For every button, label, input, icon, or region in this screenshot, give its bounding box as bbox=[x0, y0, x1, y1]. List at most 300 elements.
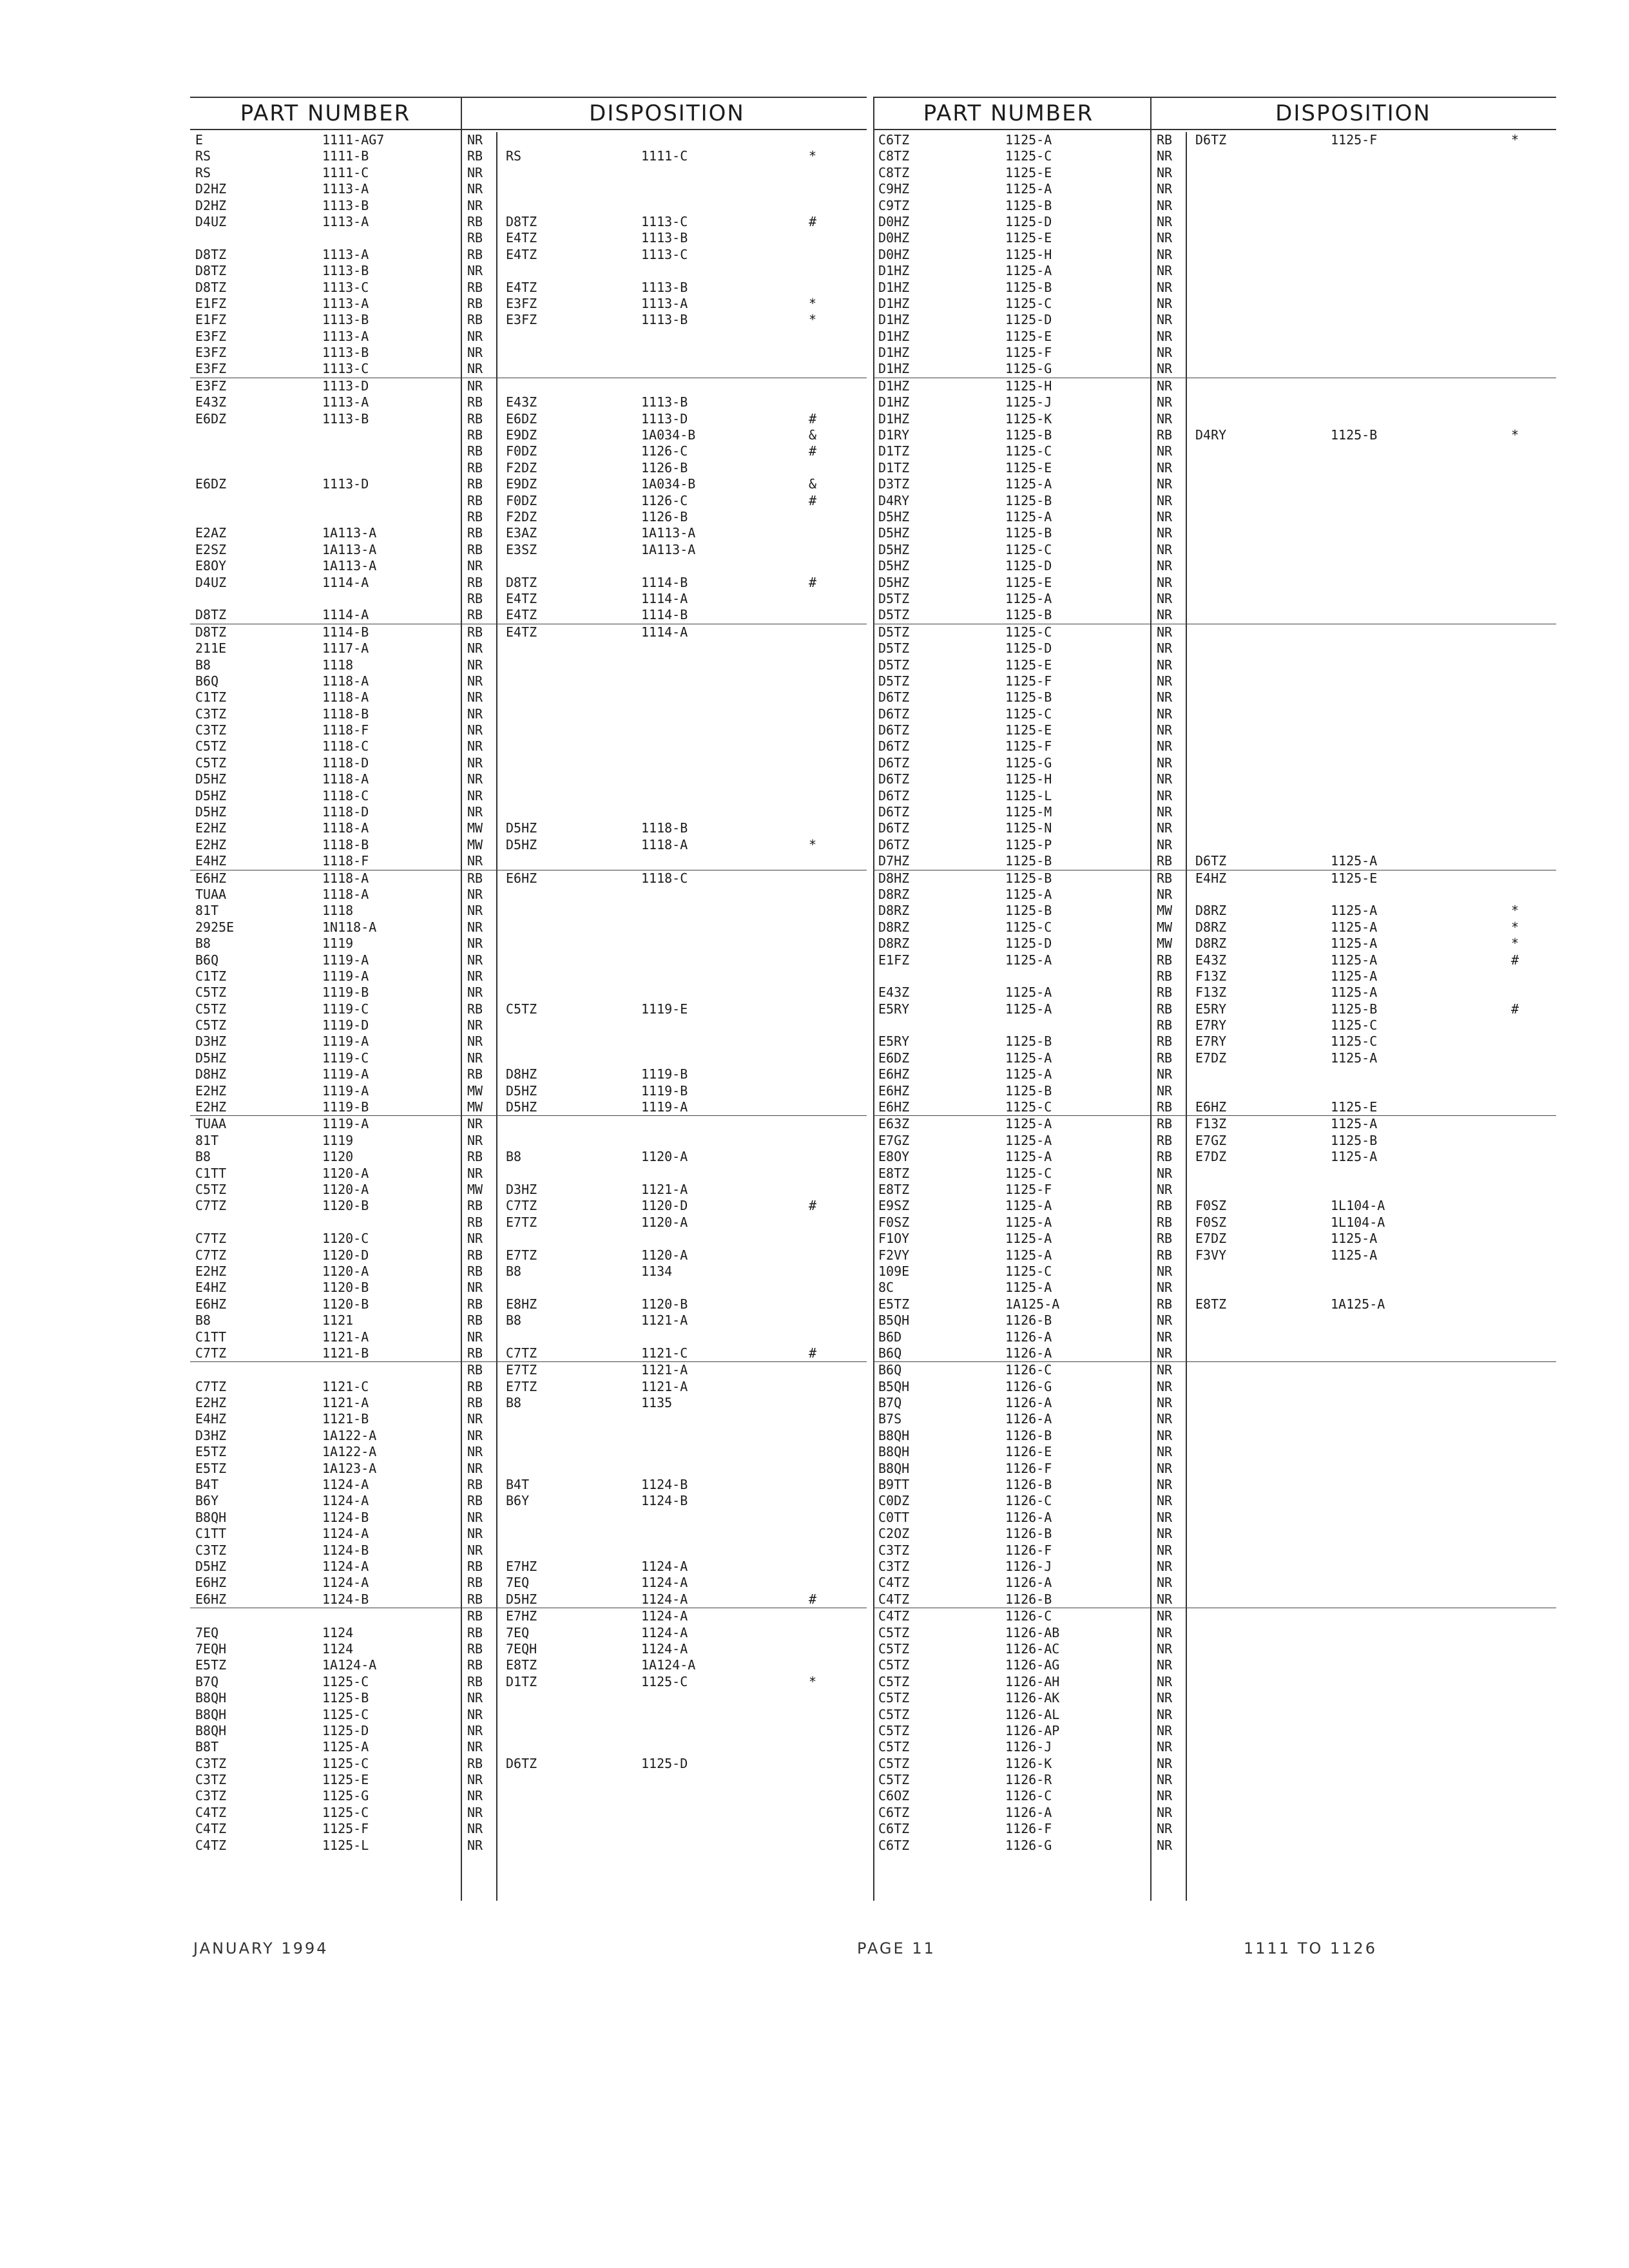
disposition-code: NR bbox=[1157, 279, 1173, 295]
replacement-suffix: 1125-A bbox=[1331, 968, 1378, 984]
table-row bbox=[873, 1477, 1556, 1493]
replacement-part: B8 bbox=[506, 1263, 522, 1279]
disposition-code: NR bbox=[1157, 1395, 1173, 1411]
disposition-code: RB bbox=[467, 590, 483, 606]
disposition-code: NR bbox=[1157, 1575, 1173, 1591]
part-number: E1FZ bbox=[878, 952, 910, 968]
part-number: 81T bbox=[195, 1132, 219, 1148]
disposition-code: NR bbox=[1157, 1427, 1173, 1443]
disposition-code: RB bbox=[1157, 1149, 1173, 1165]
part-number: C7TZ bbox=[195, 1345, 227, 1361]
part-number: D5TZ bbox=[878, 590, 910, 606]
replacement-part: C7TZ bbox=[506, 1345, 537, 1361]
part-number: D1TZ bbox=[878, 443, 910, 459]
part-number: D1HZ bbox=[878, 361, 910, 377]
part-suffix: 1126-A bbox=[1005, 1329, 1052, 1345]
right-table bbox=[873, 97, 1556, 1901]
part-suffix: 1126-A bbox=[1005, 1575, 1052, 1591]
part-suffix: 1126-B bbox=[1005, 1312, 1052, 1329]
table-row bbox=[873, 903, 1556, 919]
replacement-part: E7RY bbox=[1195, 1017, 1227, 1033]
disposition-code: RB bbox=[467, 574, 483, 590]
table-row bbox=[873, 706, 1556, 722]
part-suffix: 1A123-A bbox=[322, 1460, 377, 1476]
part-number: B8 bbox=[195, 936, 211, 952]
replacement-suffix: 1124-A bbox=[641, 1624, 688, 1640]
table-row bbox=[190, 1838, 867, 1854]
part-suffix: 1121-A bbox=[322, 1395, 369, 1411]
part-number: C6TZ bbox=[878, 1821, 910, 1837]
part-number: C5TZ bbox=[195, 738, 227, 754]
part-number: C5TZ bbox=[195, 1001, 227, 1017]
part-number: B6Q bbox=[195, 952, 219, 968]
replacement-part: 7EQ bbox=[506, 1575, 530, 1591]
replacement-suffix: 1114-A bbox=[641, 590, 688, 606]
part-suffix: 1125-B bbox=[1005, 1033, 1052, 1050]
part-number: C4TZ bbox=[878, 1575, 910, 1591]
part-number: C3TZ bbox=[195, 706, 227, 722]
disposition-code: RB bbox=[467, 295, 483, 311]
table-row bbox=[873, 624, 1556, 640]
part-suffix: 1125-A bbox=[1005, 132, 1052, 148]
table-row bbox=[190, 1083, 867, 1099]
table-row bbox=[190, 1182, 867, 1198]
replacement-part: E4TZ bbox=[506, 279, 537, 295]
replacement-suffix: 1125-A bbox=[1331, 1116, 1378, 1132]
replacement-suffix: 1118-A bbox=[641, 836, 688, 852]
disposition-code: RB bbox=[467, 1591, 483, 1607]
part-suffix: 1118-D bbox=[322, 754, 369, 771]
part-suffix: 1121-A bbox=[322, 1329, 369, 1345]
replacement-part: E4TZ bbox=[506, 607, 537, 623]
table-row bbox=[873, 1542, 1556, 1559]
table-row bbox=[190, 1788, 867, 1804]
part-suffix: 1125-F bbox=[1005, 1182, 1052, 1197]
disposition-code: NR bbox=[1157, 246, 1173, 262]
table-row bbox=[190, 280, 867, 296]
replacement-suffix: 1120-A bbox=[641, 1214, 688, 1230]
part-number: E2HZ bbox=[195, 1395, 227, 1411]
table-row bbox=[873, 1296, 1556, 1312]
part-number: D5TZ bbox=[878, 624, 910, 640]
table-row bbox=[190, 1690, 867, 1706]
table-row bbox=[190, 1066, 867, 1082]
part-suffix: 1126-A bbox=[1005, 1804, 1052, 1820]
part-number: 8C bbox=[878, 1280, 894, 1296]
disposition-code: RB bbox=[467, 1477, 483, 1493]
part-suffix: 1125-B bbox=[1005, 197, 1052, 213]
part-number: C3TZ bbox=[195, 1772, 227, 1788]
table-row bbox=[190, 1017, 867, 1033]
replacement-part: D6TZ bbox=[1195, 132, 1227, 148]
part-number: C7TZ bbox=[195, 1247, 227, 1263]
replacement-part: E4TZ bbox=[506, 590, 537, 606]
disposition-code: NR bbox=[1157, 213, 1173, 229]
table-row bbox=[190, 919, 867, 936]
replacement-suffix: 1125-A bbox=[1331, 985, 1378, 1001]
replacement-part: E3FZ bbox=[506, 312, 537, 328]
replacement-suffix: 1134 bbox=[641, 1263, 673, 1279]
replacement-suffix: 1114-A bbox=[641, 624, 688, 640]
table-row bbox=[873, 296, 1556, 312]
part-suffix: 1125-A bbox=[1005, 1001, 1052, 1017]
note-flag: # bbox=[809, 443, 817, 459]
note-flag: * bbox=[809, 836, 817, 852]
disposition-code: NR bbox=[467, 1132, 483, 1148]
part-number: TUAA bbox=[195, 1116, 227, 1132]
part-number: C3TZ bbox=[195, 722, 227, 738]
part-number: E bbox=[195, 132, 204, 148]
part-suffix: 1118-C bbox=[322, 738, 369, 754]
replacement-suffix: 1120-D bbox=[641, 1198, 688, 1214]
part-suffix: 1126-J bbox=[1005, 1739, 1052, 1755]
table-row bbox=[873, 1115, 1556, 1132]
table-row bbox=[873, 1312, 1556, 1329]
disposition-code: NR bbox=[1157, 836, 1173, 852]
part-number: B7S bbox=[878, 1411, 902, 1427]
part-number: E2HZ bbox=[195, 1099, 227, 1115]
part-number: E3FZ bbox=[195, 328, 227, 344]
part-suffix: 1119-C bbox=[322, 1001, 369, 1017]
part-suffix: 1125-A bbox=[1005, 952, 1052, 968]
part-suffix: 1125-B bbox=[1005, 689, 1052, 706]
disposition-code: NR bbox=[1157, 378, 1173, 394]
disposition-code: NR bbox=[1157, 148, 1173, 164]
part-suffix: 1113-B bbox=[322, 410, 369, 427]
replacement-suffix: 1121-A bbox=[641, 1182, 688, 1197]
part-number: B8 bbox=[195, 657, 211, 673]
part-number: D8HZ bbox=[195, 1066, 227, 1082]
table-row bbox=[873, 1641, 1556, 1657]
replacement-suffix: 1113-B bbox=[641, 394, 688, 410]
part-suffix: 1125-H bbox=[1005, 771, 1052, 787]
disposition-code: NR bbox=[467, 738, 483, 754]
table-row bbox=[190, 820, 867, 836]
part-suffix: 1125-K bbox=[1005, 410, 1052, 427]
table-row bbox=[190, 1772, 867, 1788]
part-suffix: 1125-A bbox=[1005, 181, 1052, 197]
replacement-suffix: 1126-C bbox=[641, 492, 688, 508]
part-suffix: 1126-B bbox=[1005, 1591, 1052, 1607]
part-number: C5TZ bbox=[195, 1182, 227, 1197]
disposition-code: NR bbox=[1157, 1477, 1173, 1493]
table-row bbox=[190, 329, 867, 345]
disposition-code: NR bbox=[467, 1444, 483, 1460]
replacement-suffix: 1118-B bbox=[641, 820, 688, 836]
part-number: D1HZ bbox=[878, 345, 910, 361]
part-number: C1TT bbox=[195, 1329, 227, 1345]
disposition-code: RB bbox=[1157, 1033, 1173, 1050]
replacement-suffix: 1113-B bbox=[641, 230, 688, 246]
disposition-code: RB bbox=[1157, 1017, 1173, 1033]
part-number: D5TZ bbox=[878, 673, 910, 689]
replacement-suffix: 1113-A bbox=[641, 295, 688, 311]
right-header bbox=[873, 97, 1556, 130]
table-row bbox=[873, 1674, 1556, 1690]
part-suffix: 1125-E bbox=[1005, 164, 1052, 180]
part-suffix: 1113-B bbox=[322, 312, 369, 328]
table-row bbox=[190, 673, 867, 689]
part-number: D4UZ bbox=[195, 574, 227, 590]
part-number: C3TZ bbox=[195, 1755, 227, 1771]
disposition-code: RB bbox=[467, 870, 483, 886]
part-number: E2HZ bbox=[195, 1082, 227, 1099]
note-flag: * bbox=[809, 295, 817, 311]
table-row bbox=[873, 411, 1556, 427]
replacement-part: E5RY bbox=[1195, 1001, 1227, 1017]
table-row bbox=[873, 1772, 1556, 1788]
part-suffix: 1125-A bbox=[1005, 1066, 1052, 1082]
table-row bbox=[873, 1280, 1556, 1296]
part-suffix: 1125-D bbox=[1005, 640, 1052, 657]
part-number: C5TZ bbox=[878, 1739, 910, 1755]
disposition-code: NR bbox=[1157, 328, 1173, 344]
part-suffix: 1126-J bbox=[1005, 1558, 1052, 1574]
disposition-code: MW bbox=[1157, 903, 1173, 919]
table-row bbox=[873, 1099, 1556, 1115]
part-suffix: 1119-A bbox=[322, 1066, 369, 1082]
part-number: C8TZ bbox=[878, 164, 910, 180]
part-suffix: 1118-A bbox=[322, 689, 369, 706]
disposition-code: NR bbox=[1157, 295, 1173, 311]
disposition-code: RB bbox=[1157, 1214, 1173, 1230]
table-row bbox=[190, 493, 867, 509]
part-suffix: 1126-F bbox=[1005, 1542, 1052, 1558]
part-number: C2OZ bbox=[878, 1526, 910, 1542]
part-suffix: 1124-A bbox=[322, 1575, 369, 1591]
part-number: E7GZ bbox=[878, 1132, 910, 1148]
part-suffix: 1125-E bbox=[1005, 657, 1052, 673]
part-suffix: 1120 bbox=[322, 1149, 354, 1165]
table-row bbox=[190, 181, 867, 197]
replacement-part: E7TZ bbox=[506, 1247, 537, 1263]
disposition-code: NR bbox=[1157, 1329, 1173, 1345]
part-number: E43Z bbox=[195, 394, 227, 410]
replacement-part: B6Y bbox=[506, 1493, 530, 1509]
part-suffix: 1120-A bbox=[322, 1165, 369, 1181]
part-number: B6Q bbox=[878, 1345, 902, 1361]
table-row bbox=[873, 1838, 1556, 1854]
part-number: D0HZ bbox=[878, 246, 910, 262]
part-suffix: 1118-A bbox=[322, 771, 369, 787]
table-row bbox=[190, 936, 867, 952]
table-row bbox=[190, 148, 867, 164]
note-flag: # bbox=[809, 410, 817, 427]
replacement-part: E7TZ bbox=[506, 1214, 537, 1230]
disposition-code: NR bbox=[1157, 1082, 1173, 1099]
disposition-code: NR bbox=[1157, 738, 1173, 754]
replacement-suffix: 1121-A bbox=[641, 1312, 688, 1329]
part-suffix: 1125-E bbox=[1005, 459, 1052, 476]
replacement-suffix: 1120-A bbox=[641, 1149, 688, 1165]
table-row bbox=[873, 198, 1556, 214]
disposition-code: RB bbox=[1157, 985, 1173, 1001]
part-number-header: PART NUMBER bbox=[923, 101, 1094, 126]
table-row bbox=[190, 689, 867, 706]
disposition-code: NR bbox=[467, 936, 483, 952]
part-suffix: 1113-A bbox=[322, 181, 369, 197]
table-row bbox=[873, 673, 1556, 689]
replacement-part: F13Z bbox=[1195, 968, 1227, 984]
part-number: D5HZ bbox=[195, 1558, 227, 1574]
table-row bbox=[190, 771, 867, 787]
replacement-suffix: 1124-B bbox=[641, 1493, 688, 1509]
part-suffix: 1N118-A bbox=[322, 919, 377, 935]
note-flag: * bbox=[1511, 427, 1519, 443]
disposition-code: NR bbox=[467, 804, 483, 820]
part-number: E2HZ bbox=[195, 820, 227, 836]
disposition-code: NR bbox=[467, 378, 483, 394]
disposition-code: NR bbox=[467, 1165, 483, 1181]
part-number: D0HZ bbox=[878, 230, 910, 246]
replacement-part: E3FZ bbox=[506, 295, 537, 311]
replacement-suffix: 1119-A bbox=[641, 1099, 688, 1115]
part-suffix: 1111-B bbox=[322, 148, 369, 164]
part-number: E2SZ bbox=[195, 541, 227, 557]
part-number: E6DZ bbox=[195, 410, 227, 427]
part-number: C0TT bbox=[878, 1509, 910, 1525]
part-suffix: 1113-A bbox=[322, 394, 369, 410]
part-number: E8OY bbox=[878, 1149, 910, 1165]
part-suffix: 1126-AP bbox=[1005, 1722, 1060, 1738]
part-number: 7EQ bbox=[195, 1624, 219, 1640]
replacement-suffix: 1A124-A bbox=[641, 1657, 696, 1673]
disposition-code: NR bbox=[467, 1739, 483, 1755]
disposition-code: NR bbox=[1157, 1460, 1173, 1476]
disposition-code: RB bbox=[1157, 1231, 1173, 1247]
table-row bbox=[190, 887, 867, 903]
table-row bbox=[873, 755, 1556, 771]
part-suffix: 1118-F bbox=[322, 853, 369, 869]
part-suffix: 1111-C bbox=[322, 164, 369, 180]
part-number: RS bbox=[195, 148, 211, 164]
table-row bbox=[190, 509, 867, 525]
disposition-code: RB bbox=[1157, 1132, 1173, 1148]
disposition-code: RB bbox=[467, 1247, 483, 1263]
part-number: C6TZ bbox=[878, 1837, 910, 1853]
replacement-part: E4TZ bbox=[506, 230, 537, 246]
table-row bbox=[190, 542, 867, 558]
part-number: B8QH bbox=[878, 1444, 910, 1460]
disposition-code: NR bbox=[1157, 820, 1173, 836]
note-flag: # bbox=[809, 1591, 817, 1607]
part-suffix: 1124-A bbox=[322, 1477, 369, 1493]
part-suffix: 1119-A bbox=[322, 1116, 369, 1132]
table-row bbox=[873, 1379, 1556, 1395]
disposition-code: NR bbox=[1157, 1608, 1173, 1624]
table-row bbox=[190, 214, 867, 230]
note-flag: * bbox=[809, 1673, 817, 1689]
part-number: C3TZ bbox=[878, 1542, 910, 1558]
part-number: D6TZ bbox=[878, 722, 910, 738]
part-number: D5HZ bbox=[878, 541, 910, 557]
disposition-code: NR bbox=[467, 345, 483, 361]
part-number: E9SZ bbox=[878, 1198, 910, 1214]
part-suffix: 1126-B bbox=[1005, 1427, 1052, 1443]
part-number: F0SZ bbox=[878, 1214, 910, 1230]
table-row bbox=[190, 1001, 867, 1017]
disposition-code: NR bbox=[1157, 312, 1173, 328]
replacement-part: E6HZ bbox=[1195, 1099, 1227, 1115]
disposition-code: RB bbox=[467, 1362, 483, 1378]
part-suffix: 1113-A bbox=[322, 213, 369, 229]
part-number: B9TT bbox=[878, 1477, 910, 1493]
part-suffix: 1126-AK bbox=[1005, 1690, 1060, 1706]
part-number: B8QH bbox=[195, 1690, 227, 1706]
part-number: 211E bbox=[195, 640, 227, 657]
part-number: 2925E bbox=[195, 919, 235, 935]
table-row bbox=[190, 1591, 867, 1608]
replacement-suffix: 1125-A bbox=[1331, 903, 1378, 919]
part-number: E5TZ bbox=[195, 1460, 227, 1476]
disposition-code: NR bbox=[1157, 657, 1173, 673]
part-suffix: 1125-A bbox=[1005, 1116, 1052, 1132]
part-suffix: 1125-B bbox=[1005, 903, 1052, 919]
replacement-suffix: 1119-B bbox=[641, 1082, 688, 1099]
table-row bbox=[873, 165, 1556, 181]
disposition-code: RB bbox=[1157, 952, 1173, 968]
part-number: B5QH bbox=[878, 1378, 910, 1394]
disposition-code: NR bbox=[467, 1116, 483, 1132]
table-row bbox=[190, 394, 867, 410]
replacement-part: E3SZ bbox=[506, 541, 537, 557]
disposition-code: RB bbox=[467, 1558, 483, 1574]
disposition-code: NR bbox=[1157, 197, 1173, 213]
table-row bbox=[190, 903, 867, 919]
part-suffix: 1125-H bbox=[1005, 378, 1052, 394]
replacement-part: B8 bbox=[506, 1312, 522, 1329]
part-suffix: 1119-C bbox=[322, 1050, 369, 1066]
part-number: D8RZ bbox=[878, 936, 910, 952]
disposition-code: NR bbox=[1157, 886, 1173, 902]
replacement-part: B8 bbox=[506, 1149, 522, 1165]
part-number: B6D bbox=[878, 1329, 902, 1345]
part-suffix: 1125-E bbox=[1005, 328, 1052, 344]
disposition-code: RB bbox=[467, 476, 483, 492]
table-row bbox=[873, 1361, 1556, 1378]
table-row bbox=[873, 1411, 1556, 1427]
replacement-suffix: 1121-C bbox=[641, 1345, 688, 1361]
part-number: C4TZ bbox=[878, 1608, 910, 1624]
replacement-part: C7TZ bbox=[506, 1198, 537, 1214]
disposition-code: NR bbox=[467, 787, 483, 803]
part-number: C5TZ bbox=[878, 1690, 910, 1706]
table-row bbox=[190, 657, 867, 673]
part-suffix: 1118 bbox=[322, 657, 354, 673]
part-suffix: 1126-R bbox=[1005, 1772, 1052, 1788]
replacement-suffix: 1L104-A bbox=[1331, 1214, 1385, 1230]
table-row bbox=[190, 263, 867, 279]
part-suffix: 1125-C bbox=[322, 1673, 369, 1689]
disposition-code: NR bbox=[1157, 230, 1173, 246]
part-number: E6HZ bbox=[878, 1099, 910, 1115]
disposition-code: NR bbox=[1157, 1821, 1173, 1837]
part-suffix: 1A113-A bbox=[322, 558, 377, 574]
part-number: B8QH bbox=[878, 1427, 910, 1443]
note-flag: * bbox=[809, 312, 817, 328]
table-row bbox=[873, 1050, 1556, 1066]
table-row bbox=[873, 1083, 1556, 1099]
part-number: B6Q bbox=[878, 1362, 902, 1378]
left-header bbox=[190, 97, 867, 130]
replacement-suffix: 1124-A bbox=[641, 1640, 688, 1657]
table-row bbox=[873, 542, 1556, 558]
disposition-code: NR bbox=[1157, 1411, 1173, 1427]
table-row bbox=[190, 804, 867, 820]
part-number: E5TZ bbox=[195, 1657, 227, 1673]
part-suffix: 1125-B bbox=[1005, 525, 1052, 541]
table-row bbox=[190, 1361, 867, 1378]
